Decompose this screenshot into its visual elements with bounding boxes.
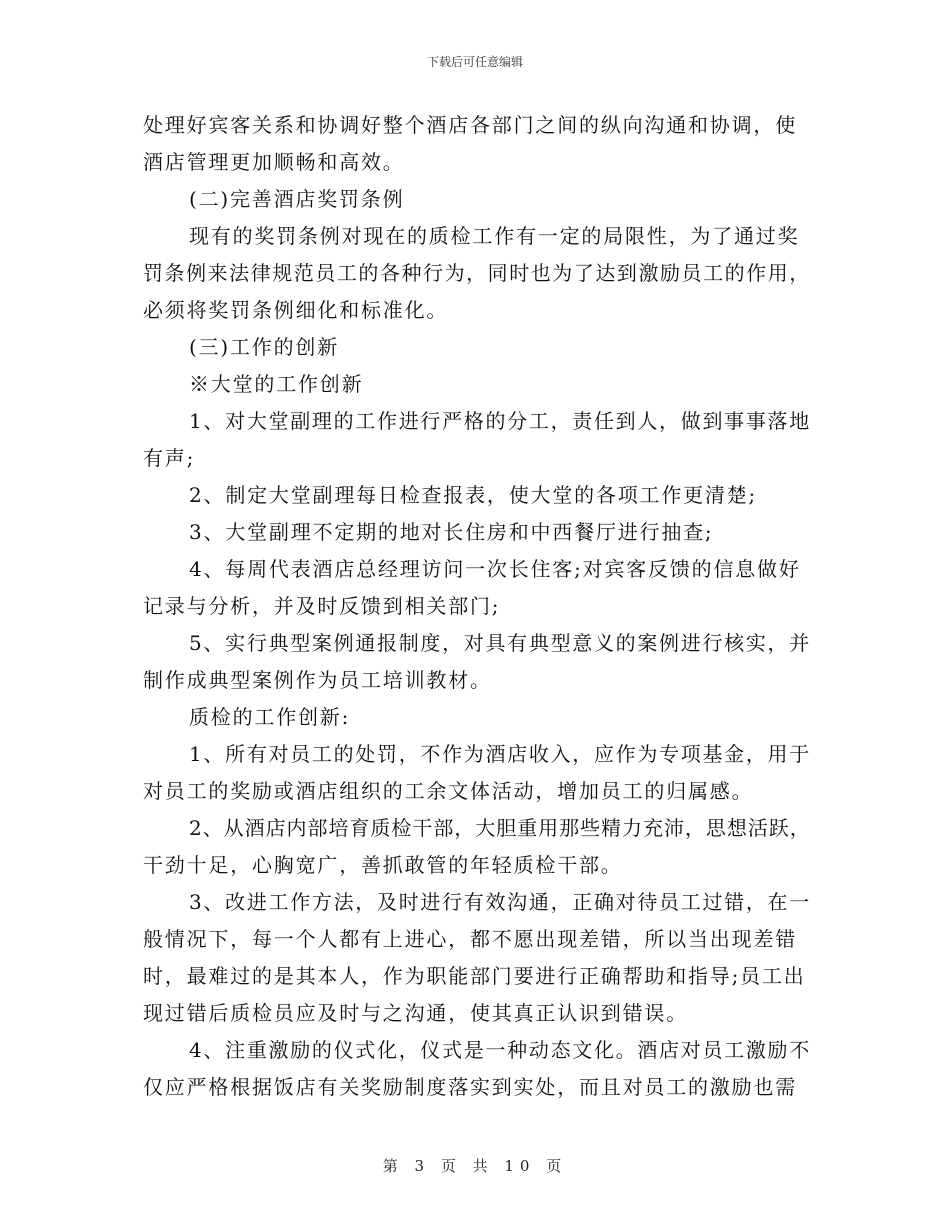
- text-line: 对员工的奖励或酒店组织的工余文体活动，增加员工的归属感。: [143, 779, 754, 803]
- text-line: 罚条例来法律规范员工的各种行为，同时也为了达到激励员工的作用，: [143, 261, 811, 285]
- text-line: 现过错后质检员应及时与之沟通，使其真正认识到错误。: [143, 1001, 688, 1025]
- text-line: 质检的工作创新:: [189, 705, 351, 729]
- document-body: [143, 107, 811, 1106]
- text-line: 5、实行典型案例通报制度，对具有典型意义的案例进行核实，并: [189, 631, 811, 655]
- text-line: 必须将奖罚条例细化和标准化。: [143, 298, 449, 322]
- text-line: 仅应严格根据饭店有关奖励制度落实到实处，而且对员工的激励也需: [143, 1075, 797, 1099]
- text-line: 时，最难过的是其本人，作为职能部门要进行正确帮助和指导;员工出: [143, 964, 806, 988]
- text-line: 1、所有对员工的处罚，不作为酒店收入，应作为专项基金，用于: [189, 742, 811, 766]
- text-line: 制作成典型案例作为员工培训教材。: [143, 668, 492, 692]
- text-line: 有声;: [143, 446, 196, 470]
- text-line: 3、改进工作方法，及时进行有效沟通，正确对待员工过错，在一: [189, 890, 811, 914]
- text-line: 2、制定大堂副理每日检查报表，使大堂的各项工作更清楚;: [189, 483, 758, 507]
- text-line: 现有的奖罚条例对现在的质检工作有一定的局限性，为了通过奖: [189, 224, 800, 248]
- text-line: ※大堂的工作创新: [189, 372, 364, 396]
- text-line: (三)工作的创新: [189, 335, 340, 359]
- text-line: 记录与分析，并及时反馈到相关部门;: [143, 594, 501, 618]
- text-line: (二)完善酒店奖罚条例: [189, 187, 405, 211]
- text-line: 3、大堂副理不定期的地对长住房和中西餐厅进行抽查;: [189, 520, 714, 544]
- text-line: 处理好宾客关系和协调好整个酒店各部门之间的纵向沟通和协调，使: [143, 113, 797, 137]
- text-line: 干劲十足，心胸宽广，善抓敢管的年轻质检干部。: [143, 853, 623, 877]
- text-line: 般情况下，每一个人都有上进心，都不愿出现差错，所以当出现差错: [143, 927, 797, 951]
- page-number-footer: 第 3 页 共 10 页: [382, 1157, 568, 1175]
- text-line: 4、每周代表酒店总经理访问一次长住客;对宾客反馈的信息做好: [189, 557, 801, 581]
- page-header-note: 下载后可任意编辑: [426, 55, 523, 69]
- text-line: 4、注重激励的仪式化，仪式是一种动态文化。酒店对员工激励不: [189, 1038, 811, 1062]
- text-line: 酒店管理更加顺畅和高效。: [143, 150, 405, 174]
- text-line: 2、从酒店内部培育质检干部，大胆重用那些精力充沛，思想活跃，: [189, 816, 811, 840]
- text-line: 1、对大堂副理的工作进行严格的分工，责任到人，做到事事落地: [189, 409, 811, 433]
